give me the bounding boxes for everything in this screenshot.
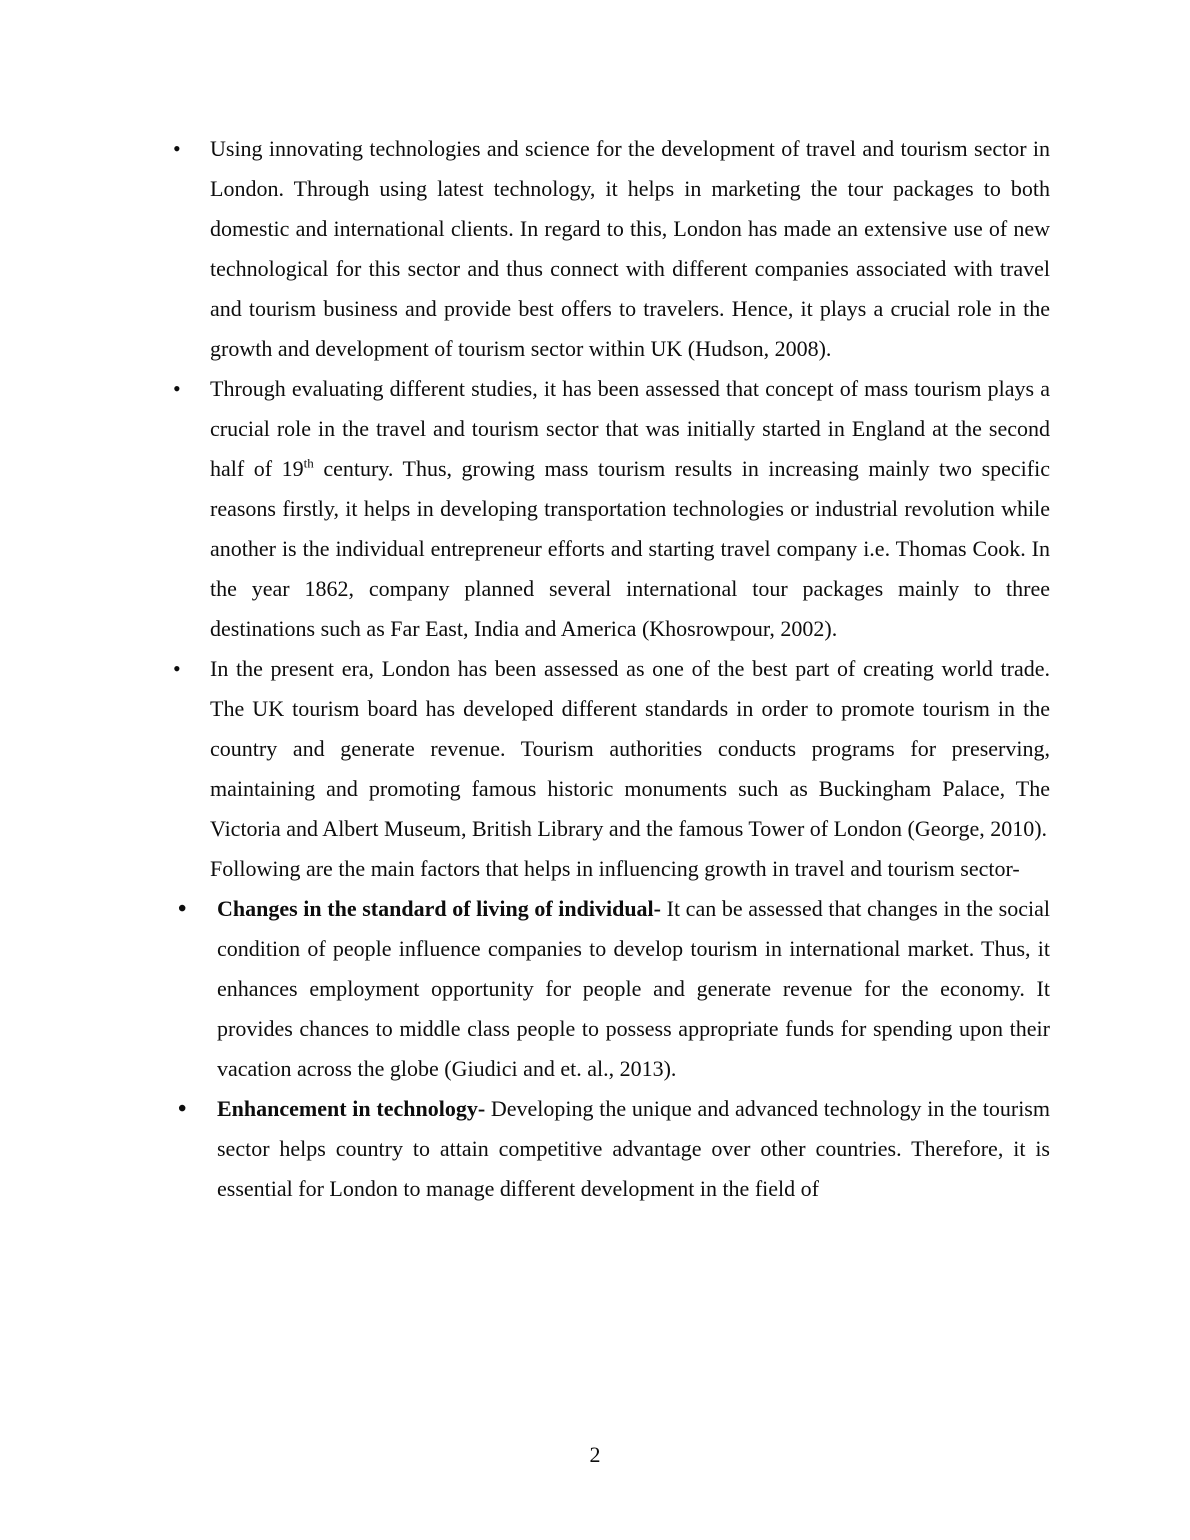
factor-body: Developing the unique and advanced technology in the tourism sector helps country to attain competitive advantage over other countries. Therefore, it is essential for London to manage different development in the field of [217,1096,1050,1201]
bullet-text: Using innovating technologies and science for the development of travel and tourism sector in London. Through using latest technology, it helps in marketing the tour packages to both domestic and international clients. In regard to this, London has made an extensive use of new technological for this sector and thus connect with different companies associated with travel and tourism business and provide best offers to travelers. Hence, it plays a crucial role in the growth and development of tourism sector within UK (Hudson, 2008). [210,136,1050,361]
bullet-icon: • [173,656,181,681]
bullet-text: Through evaluating different studies, it has been assessed that concept of mass tourism plays a crucial role in the travel and tourism sector that was initially started in England at the second half of 19 [210,376,1050,481]
bullet-icon: • [173,376,181,401]
factor-title: Enhancement in technology- [217,1096,491,1121]
bullet-item [140,1089,1050,1209]
bullet-text: In the present era, London has been assessed as one of the best part of creating world trade. The UK tourism board has developed different standards in order to promote tourism in the country and generate revenue. Tourism authorities conducts programs for preserving, maintaining and promoting famous historic monuments such as Buckingham Palace, The Victoria and Albert Museum, British Library and the famous Tower of London (George, 2010). [210,656,1050,841]
ordinal-superscript: th [303,455,314,471]
bullet-icon: • [178,1096,187,1122]
bullet-item [140,889,1050,1089]
bullet-icon: • [178,896,187,922]
bullet-icon: • [173,136,181,161]
bullet-item [140,129,1050,369]
factor-title: Changes in the standard of living of individual- [217,896,667,921]
page-number: 2 [589,1442,601,1467]
document-body [140,129,1050,1209]
bullet-item [140,649,1050,849]
bullet-item [140,369,1050,649]
factor-body: It can be assessed that changes in the social condition of people influence companies to develop tourism in international market. Thus, it enhances employment opportunity for people and generate revenue for the economy. It provides chances to middle class people to possess appropriate funds for spending upon their vacation across the globe (Giudici and et. al., 2013). [217,896,1050,1081]
bullet-text: century. Thus, growing mass tourism results in increasing mainly two specific reasons firstly, it helps in developing transportation technologies or industrial revolution while another is the individual entrepreneur efforts and starting travel company i.e. Thomas Cook. In the year 1862, company planned several international tour packages mainly to three destinations such as Far East, India and America (Khosrowpour, 2002). [210,456,1050,641]
intro-paragraph: Following are the main factors that helps in influencing growth in travel and tourism sector- [210,856,1020,881]
